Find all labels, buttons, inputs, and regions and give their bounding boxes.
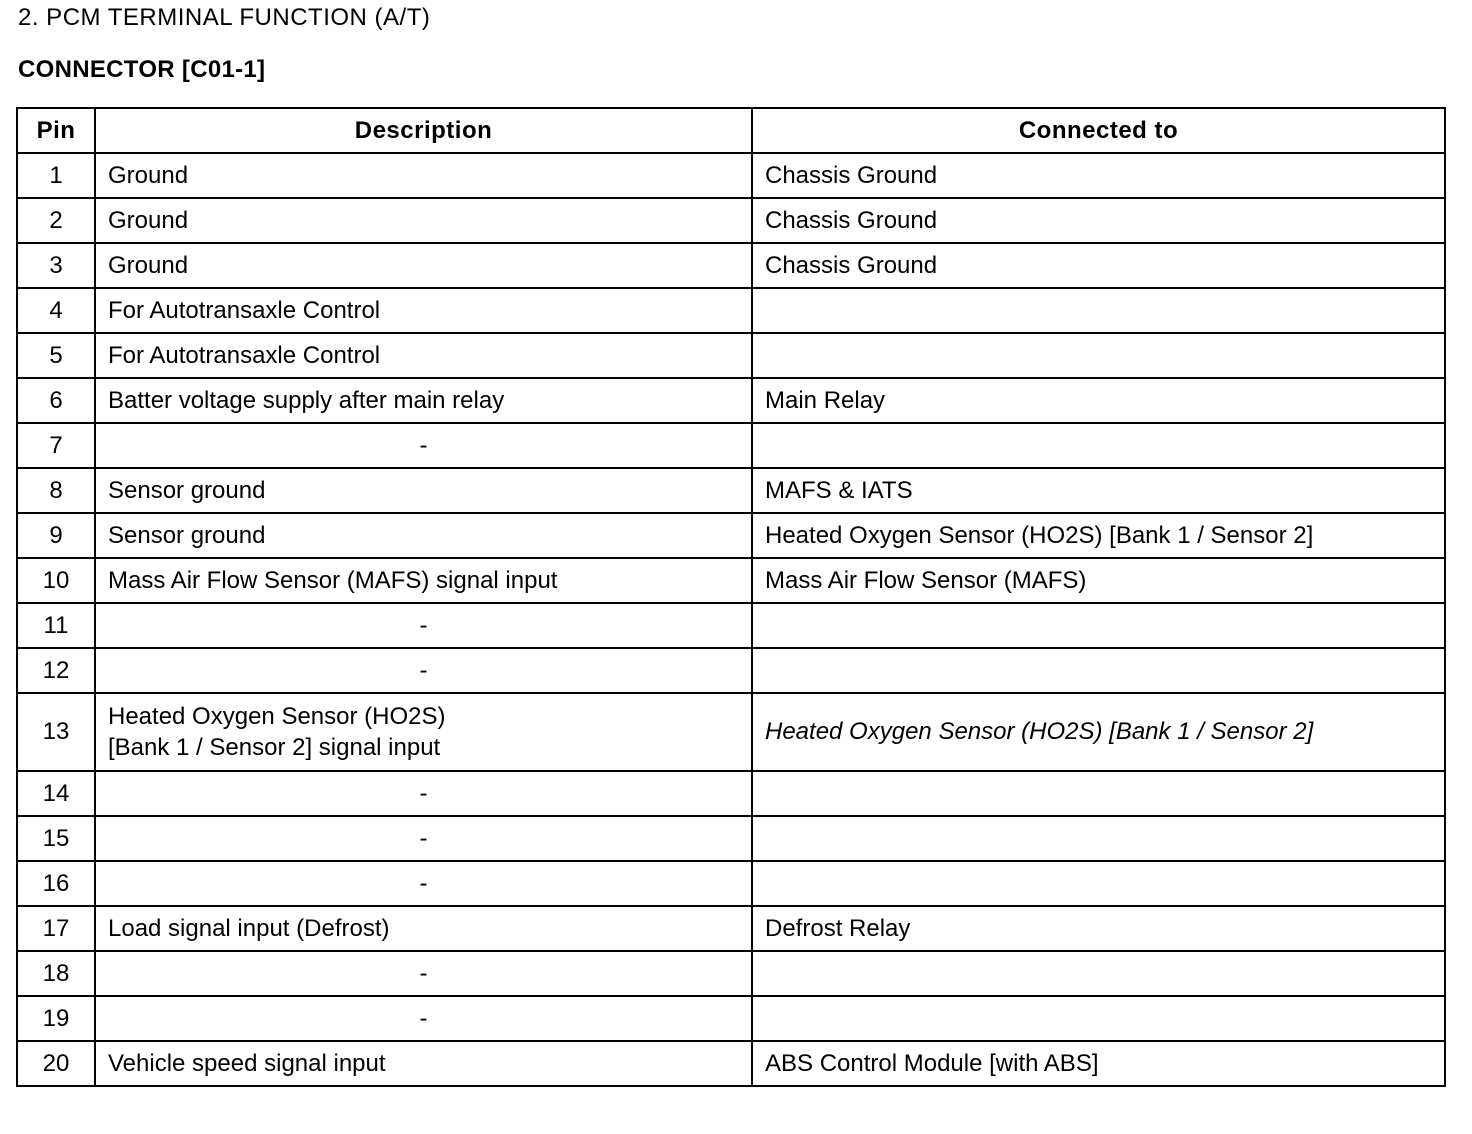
table-row [17,603,1445,648]
table-row [17,423,1445,468]
table-row [17,558,1445,603]
pin-number: 12 [17,648,95,693]
pin-number: 6 [17,378,95,423]
table-row [17,816,1445,861]
pin-description: Vehicle speed signal input [95,1041,752,1086]
pin-number: 4 [17,288,95,333]
pin-connected-to: Main Relay [752,378,1445,423]
table-row [17,198,1445,243]
pin-description: Sensor ground [95,468,752,513]
pin-number: 19 [17,996,95,1041]
pin-description: - [95,816,752,861]
pin-number: 14 [17,771,95,816]
pin-connected-to: Defrost Relay [752,906,1445,951]
pin-connected-to: Chassis Ground [752,153,1445,198]
table-row [17,996,1445,1041]
pin-description: Ground [95,243,752,288]
pin-description: - [95,648,752,693]
pin-description: - [95,603,752,648]
header-pin: Pin [17,108,95,153]
pin-connected-to [752,816,1445,861]
table-row [17,1041,1445,1086]
pin-number: 7 [17,423,95,468]
pin-connected-to: Mass Air Flow Sensor (MAFS) [752,558,1445,603]
table-row [17,378,1445,423]
pin-description: - [95,951,752,996]
table-row [17,468,1445,513]
pin-connected-to [752,288,1445,333]
pin-number: 2 [17,198,95,243]
table-row [17,906,1445,951]
pin-connected-to [752,861,1445,906]
pin-number: 15 [17,816,95,861]
pin-function-table [16,107,1446,1087]
pin-number: 9 [17,513,95,558]
pin-connected-to [752,603,1445,648]
header-connected-to: Connected to [752,108,1445,153]
table-row [17,771,1445,816]
table-header-row [17,108,1445,153]
pin-description: Batter voltage supply after main relay [95,378,752,423]
pin-number: 8 [17,468,95,513]
table-row [17,861,1445,906]
pin-description: - [95,771,752,816]
pin-number: 5 [17,333,95,378]
table-row [17,153,1445,198]
pin-description: Ground [95,198,752,243]
pin-number: 18 [17,951,95,996]
pin-connected-to [752,996,1445,1041]
pin-connected-to [752,771,1445,816]
pin-description: Load signal input (Defrost) [95,906,752,951]
pin-description: Ground [95,153,752,198]
connector-title: CONNECTOR [C01-1] [18,56,266,83]
pin-connected-to [752,951,1445,996]
pin-description: - [95,423,752,468]
pin-number: 1 [17,153,95,198]
pin-description: - [95,996,752,1041]
table-row [17,243,1445,288]
table-row [17,288,1445,333]
pin-connected-to [752,333,1445,378]
table-row [17,333,1445,378]
pin-connected-to: Heated Oxygen Sensor (HO2S) [Bank 1 / Sensor 2] [752,693,1445,771]
pin-connected-to: MAFS & IATS [752,468,1445,513]
pin-number: 20 [17,1041,95,1086]
pin-connected-to [752,423,1445,468]
pin-description: Sensor ground [95,513,752,558]
pin-description: For Autotransaxle Control [95,288,752,333]
pin-connected-to: Chassis Ground [752,198,1445,243]
section-title: 2. PCM TERMINAL FUNCTION (A/T) [18,4,431,31]
pin-connected-to: Heated Oxygen Sensor (HO2S) [Bank 1 / Sensor 2] [752,513,1445,558]
pin-connected-to: ABS Control Module [with ABS] [752,1041,1445,1086]
pin-number: 17 [17,906,95,951]
pin-description: Mass Air Flow Sensor (MAFS) signal input [95,558,752,603]
pin-description: - [95,861,752,906]
table-row [17,648,1445,693]
pin-number: 13 [17,693,95,771]
table-row [17,693,1445,771]
pin-description: For Autotransaxle Control [95,333,752,378]
table-body [17,153,1445,1086]
pin-number: 16 [17,861,95,906]
pin-number: 11 [17,603,95,648]
table-row [17,513,1445,558]
pin-description: Heated Oxygen Sensor (HO2S) [Bank 1 / Sensor 2] signal input [95,693,752,771]
pin-connected-to: Chassis Ground [752,243,1445,288]
pin-connected-to [752,648,1445,693]
pin-number: 3 [17,243,95,288]
header-description: Description [95,108,752,153]
table-row [17,951,1445,996]
pin-number: 10 [17,558,95,603]
